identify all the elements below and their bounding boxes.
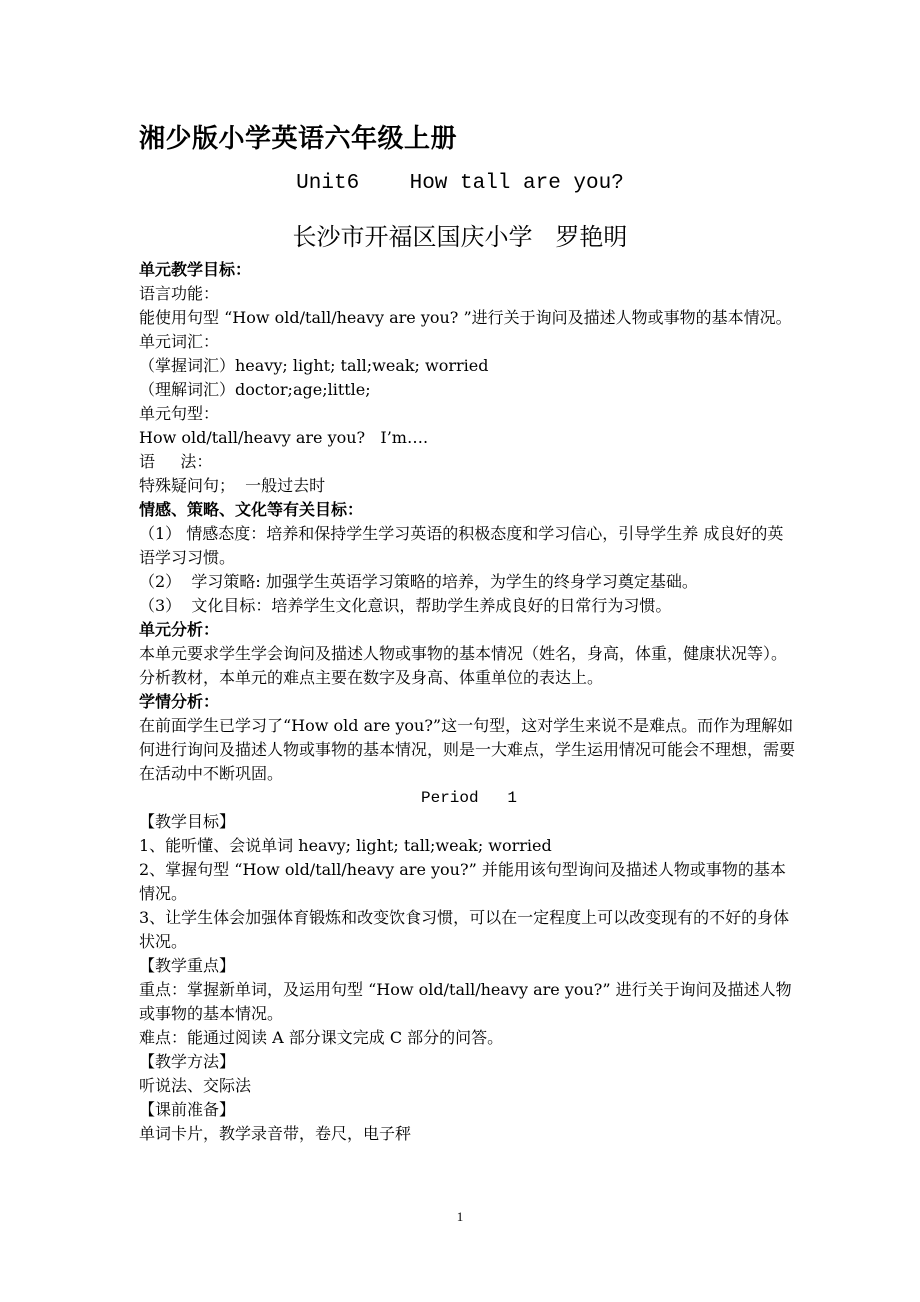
methods-text: 听说法、交际法	[139, 1076, 252, 1095]
vocab-understand: （理解词汇）doctor;age;little;	[139, 380, 371, 399]
grammar-text: 特殊疑问句； 一般过去时	[139, 476, 326, 495]
section-heading-objectives: 单元教学目标：	[139, 260, 252, 279]
section-heading-affective: 情感、策略、文化等有关目标：	[139, 500, 364, 519]
affective-item: （1） 情感态度：培养和保持学生学习英语的积极态度和学习信心，引导学生养 成良好的英语学习习惯。	[139, 524, 784, 567]
teaching-goal-item: 1、能听懂、会说单词 heavy; light; tall;weak; worried	[139, 836, 552, 855]
pattern-label: 单元句型：	[139, 404, 220, 423]
vocab-label: 单元词汇：	[139, 332, 220, 351]
section-heading-unit-analysis: 单元分析：	[139, 620, 220, 639]
section-heading-learner-analysis: 学情分析：	[139, 692, 220, 711]
teaching-goal-item: 3、让学生体会加强体育锻炼和改变饮食习惯，可以在一定程度上可以改变现有的不好的身体状况。	[139, 908, 790, 951]
lang-func-text: 能使用句型 “How old/tall/heavy are you? ”进行关于询问及描述人物或事物的基本情况。	[139, 308, 792, 327]
section-heading-preparation: 【课前准备】	[139, 1100, 236, 1119]
affective-item: （3） 文化目标：培养学生文化意识，帮助学生养成良好的日常行为习惯。	[139, 596, 672, 615]
affective-item: （2） 学习策略: 加强学生英语学习策略的培养，为学生的终身学习奠定基础。	[139, 572, 698, 591]
teaching-goal-item: 2、掌握句型 “How old/tall/heavy are you?” 并能用该句型询问及描述人物或事物的基本情况。	[139, 860, 786, 903]
unit-title: Unit6 How tall are you?	[296, 172, 624, 195]
unit-analysis-text: 本单元要求学生学会询问及描述人物或事物的基本情况（姓名，身高，体重，健康状况等）。分析教材，本单元的难点主要在数字及身高、体重单位的表达上。	[139, 644, 788, 687]
author-school: 长沙市开福区国庆小学 罗艳明	[292, 223, 628, 251]
vocab-master: （掌握词汇）heavy; light; tall;weak; worried	[139, 356, 489, 375]
lang-func-label: 语言功能：	[139, 284, 220, 303]
key-point-focus: 重点：掌握新单词，及运用句型 “How old/tall/heavy are you?” 进行关于询问及描述人物或事物的基本情况。	[139, 980, 792, 1023]
grammar-label: 语 法：	[139, 452, 213, 471]
key-point-difficulty: 难点：能通过阅读 A 部分课文完成 C 部分的问答。	[139, 1028, 504, 1047]
section-heading-methods: 【教学方法】	[139, 1052, 236, 1071]
document-title: 湘少版小学英语六年级上册	[139, 124, 458, 154]
section-heading-key-points: 【教学重点】	[139, 956, 236, 975]
document-body	[139, 258, 799, 1146]
period-label: Period 1	[420, 789, 517, 807]
learner-analysis-text: 在前面学生已学习了“How old are you?”这一句型，这对学生来说不是难点。而作为理解如何进行询问及描述人物或事物的基本情况，则是一大难点，学生运用情况可能会不理想，需要在活动中不断巩固。	[139, 716, 796, 783]
section-heading-teaching-goals: 【教学目标】	[139, 812, 236, 831]
page-number: 1	[456, 1209, 464, 1224]
preparation-text: 单词卡片，教学录音带，卷尺，电子秤	[139, 1124, 412, 1143]
pattern-text: How old/tall/heavy are you? I’m….	[139, 428, 429, 447]
